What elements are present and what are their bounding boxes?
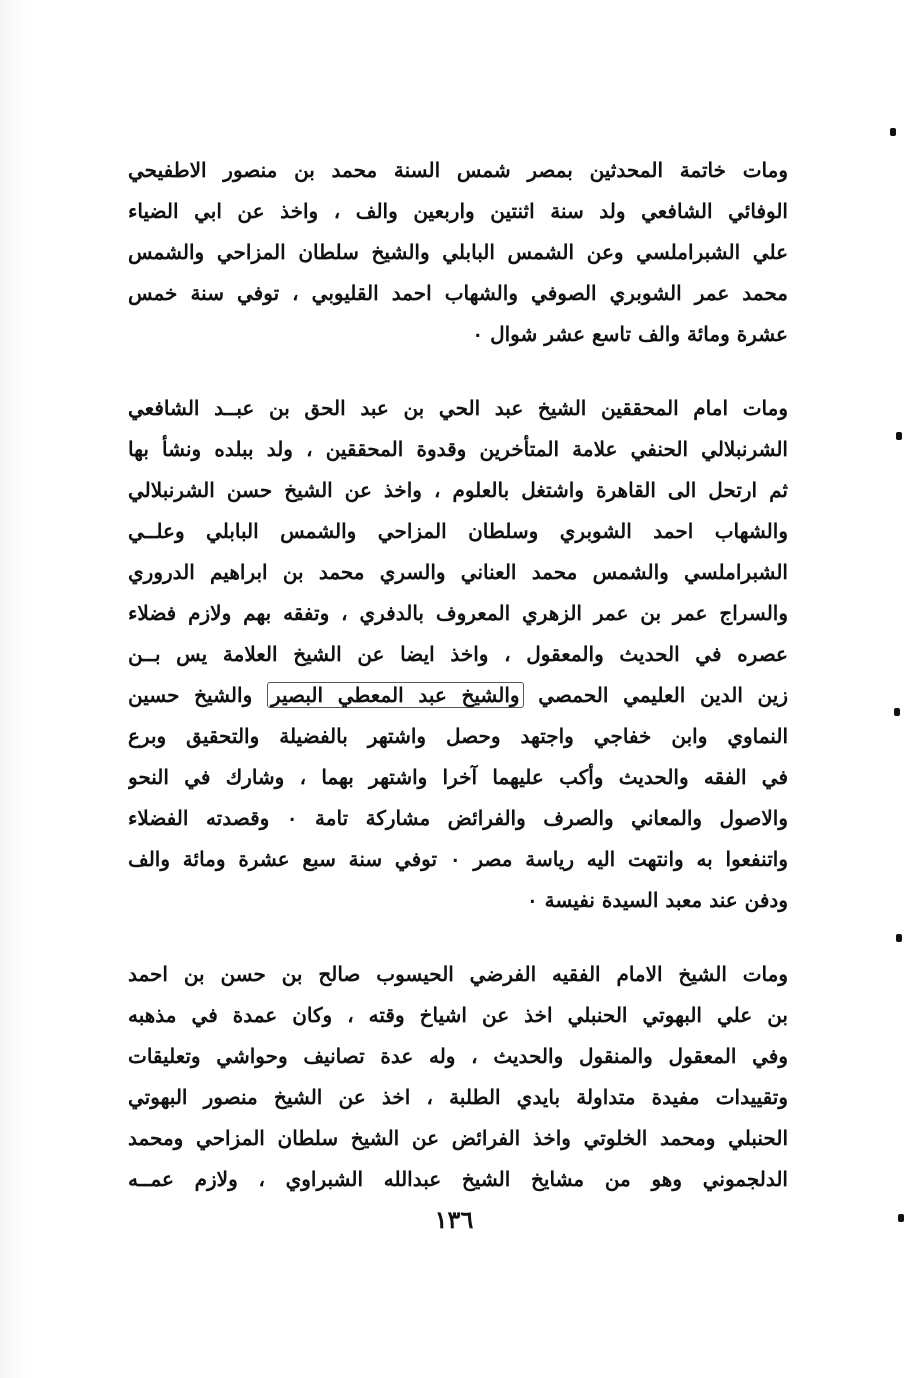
text-line: ودفن عند معبد السيدة نفيسة ٠ — [526, 888, 788, 912]
text-segment: زين الدين العليمي الحمصي — [538, 683, 788, 707]
margin-speck — [890, 128, 896, 136]
text-line-with-box — [128, 675, 788, 716]
text-line: محمد عمر الشوبري الصوفي والشهاب احمد القليوبي ، توفي سنة خمس — [128, 281, 788, 305]
text-line: ثم ارتحل الى القاهرة واشتغل بالعلوم ، واخذ عن الشيخ حسن الشرنبلالي — [128, 478, 788, 502]
paragraph-1 — [128, 150, 788, 355]
paragraph-gap — [128, 355, 788, 388]
margin-speck — [896, 934, 902, 942]
text-line: واتنفعوا به وانتهت اليه رياسة مصر ٠ توفي سنة سبع عشرة ومائة والف — [128, 847, 788, 871]
page-number: ١٣٦ — [434, 1205, 474, 1234]
body-text — [128, 150, 788, 1200]
text-line: الوفائي الشافعي ولد سنة اثنتين واربعين والف ، واخذ عن ابي الضياء — [128, 199, 788, 223]
margin-speck — [898, 1214, 904, 1222]
text-line: ومات امام المحققين الشيخ عبد الحي بن عبد الحق بن عبــد الشافعي — [128, 396, 788, 420]
paragraph-gap — [128, 921, 788, 954]
text-line: وفي المعقول والمنقول والحديث ، وله عدة تصانيف وحواشي وتعليقات — [128, 1044, 788, 1068]
text-line: الحنبلي ومحمد الخلوتي واخذ الفرائض عن الشيخ سلطان المزاحي ومحمد — [128, 1126, 788, 1150]
text-line: الشرنبلالي الحنفي علامة المتأخرين وقدوة المحققين ، ولد ببلده ونشأ بها — [128, 437, 788, 461]
text-line: ومات الشيخ الامام الفقيه الفرضي الحيسوب صالح بن حسن بن احمد — [128, 962, 788, 986]
margin-speck — [894, 708, 900, 716]
text-line: عصره في الحديث والمعقول ، واخذ ايضا عن الشيخ العلامة يس بــن — [128, 642, 788, 666]
boxed-phrase: والشيخ عبد المعطي البصير — [267, 682, 524, 708]
text-line: الدلجموني وهو من مشايخ الشيخ عبدالله الشبراوي ، ولازم عمــه — [128, 1167, 788, 1191]
text-line: علي الشبراملسي وعن الشمس البابلي والشيخ سلطان المزاحي والشمس — [128, 240, 788, 264]
text-segment: والشيخ حسين — [128, 683, 253, 707]
text-line: النماوي وابن خفاجي واجتهد وحصل واشتهر بالفضيلة والتحقيق وبرع — [128, 724, 788, 748]
paragraph-2 — [128, 388, 788, 921]
text-line: والاصول والمعاني والصرف والفرائض مشاركة تامة ٠ وقصدته الفضلاء — [128, 806, 788, 830]
paragraph-3 — [128, 954, 788, 1200]
margin-speck — [896, 432, 902, 440]
text-line: ومات خاتمة المحدثين بمصر شمس السنة محمد بن منصور الاطفيحي — [128, 158, 788, 182]
text-line: الشبراملسي والشمس محمد العناني والسري محمد بن ابراهيم الدروري — [128, 560, 788, 584]
text-line: والشهاب احمد الشوبري وسلطان المزاحي والشمس البابلي وعلــي — [128, 519, 788, 543]
text-line: بن علي البهوتي الحنبلي اخذ عن اشياخ وقته ، وكان عمدة في مذهبه — [128, 1003, 788, 1027]
text-line: عشرة ومائة والف تاسع عشر شوال ٠ — [472, 322, 788, 346]
text-line: وتقييدات مفيدة متداولة بايدي الطلبة ، اخذ عن الشيخ منصور البهوتي — [128, 1085, 788, 1109]
text-line: والسراج عمر بن عمر الزهري المعروف بالدفري ، وتفقه بهم ولازم فضلاء — [128, 601, 788, 625]
text-line: في الفقه والحديث وأكب عليهما آخرا واشتهر بهما ، وشارك في النحو — [128, 765, 788, 789]
scan-edge-shadow — [0, 0, 30, 1378]
